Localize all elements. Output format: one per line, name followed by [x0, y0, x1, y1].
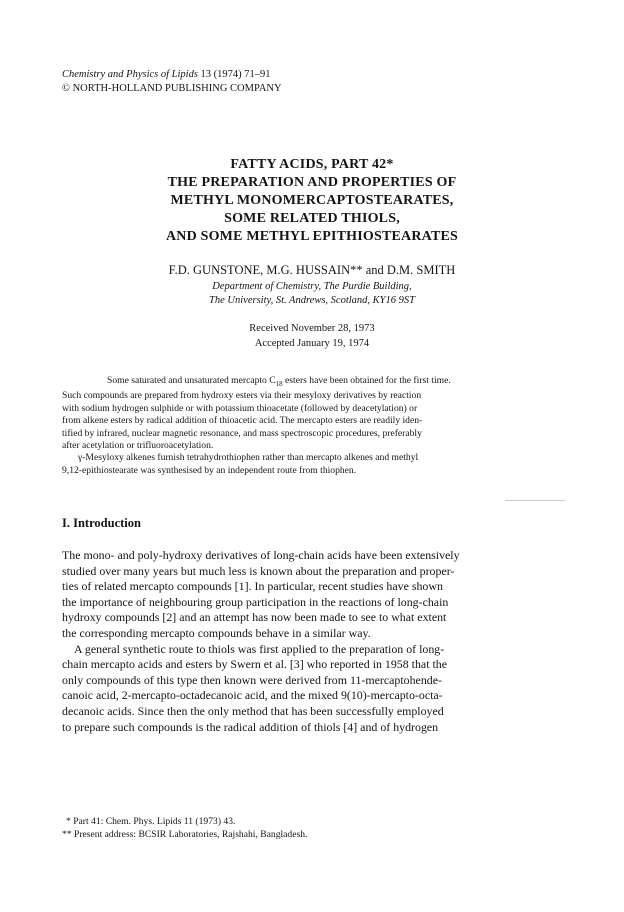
body-line: only compounds of this type then known were derived from 11-mercaptohende- — [62, 672, 442, 687]
section-heading: I. Introduction — [62, 516, 141, 530]
journal-citation — [62, 68, 282, 82]
journal-name: Chemistry and Physics of Lipids — [62, 69, 198, 80]
body-text — [62, 548, 574, 735]
manuscript-dates — [0, 321, 624, 351]
affiliation-line: The University, St. Andrews, Scotland, KY16 9ST — [209, 295, 415, 306]
abstract-line: with sodium hydrogen sulphide or with potassium thioacetate (followed by deacetylation) or — [62, 402, 418, 414]
journal-volume: 13 (1974) 71–91 — [197, 69, 271, 80]
affiliation — [0, 280, 624, 308]
affiliation-line: Department of Chemistry, The Purdie Building, — [212, 281, 412, 292]
footnote: * Part 41: Chem. Phys. Lipids 11 (1973) 43. — [66, 816, 236, 827]
title-line: METHYL MONOMERCAPTOSTEARATES, — [170, 193, 454, 208]
accepted-date: Accepted January 19, 1974 — [254, 338, 370, 349]
abstract-line: 9,12-epithiostearate was synthesised by an independent route from thiophen. — [62, 464, 357, 476]
abstract-line: Such compounds are prepared from hydroxy esters via their mesyloxy derivatives by reaction — [62, 390, 422, 402]
publisher-line: © NORTH-HOLLAND PUBLISHING COMPANY — [62, 83, 282, 94]
abstract-line: tified by infrared, nuclear magnetic resonance, and mass spectroscopic procedures, preferably — [62, 427, 422, 439]
body-line: canoic acid, 2-mercapto-octadecanoic acid, and the mixed 9(10)-mercapto-octa- — [62, 688, 443, 703]
body-line: ties of related mercapto compounds [1]. In particular, recent studies have shown — [62, 579, 443, 594]
journal-header — [62, 68, 282, 96]
title-line: SOME RELATED THIOLS, — [224, 211, 400, 226]
received-date: Received November 28, 1973 — [249, 323, 375, 334]
footnotes — [62, 816, 307, 841]
footnote: ** Present address: BCSIR Laboratories, Rajshahi, Bangladesh. — [62, 828, 308, 840]
author-list: F.D. GUNSTONE, M.G. HUSSAIN** and D.M. SMITH — [168, 263, 456, 277]
abstract-line: from alkene esters by radical addition of thioacetic acid. The mercapto esters are readily iden- — [62, 415, 423, 427]
title-line: THE PREPARATION AND PROPERTIES OF — [167, 175, 457, 190]
body-line: A general synthetic route to thiols was first applied to the preparation of long- — [74, 641, 445, 656]
abstract-line: after acetylation or trifluoroacetylation. — [62, 439, 214, 451]
body-line: chain mercapto acids and esters by Swern et al. [3] who reported in 1958 that the — [62, 657, 447, 672]
body-line: decanoic acids. Since then the only method that has been successfully employed — [62, 703, 444, 718]
body-line: the corresponding mercapto compounds behave in a similar way. — [62, 625, 371, 640]
abstract-line: Some saturated and unsaturated mercapto $C_{18}$ esters have been obtained for the first time. — [107, 375, 451, 388]
body-line: the importance of neighbouring group participation in the reactions of long-chain — [62, 594, 449, 609]
title-line: FATTY ACIDS, PART 42* — [230, 157, 394, 172]
body-line: studied over many years but much less is known about the preparation and proper- — [62, 563, 455, 578]
paper-title — [0, 156, 624, 246]
body-line: hydroxy compounds [2] and an attempt has now been made to see to what extent — [62, 610, 447, 625]
abstract — [62, 375, 570, 477]
body-line: The mono- and poly-hydroxy derivatives of long-chain acids have been extensively — [62, 548, 460, 562]
title-line: AND SOME METHYL EPITHIOSTEARATES — [165, 229, 459, 244]
abstract-line: γ-Mesyloxy alkenes furnish tetrahydrothiophen rather than mercapto alkenes and methyl — [78, 452, 419, 464]
abstract-divider — [505, 500, 565, 501]
body-line: to prepare such compounds is the radical addition of thiols [4] and of hydrogen — [62, 719, 439, 734]
